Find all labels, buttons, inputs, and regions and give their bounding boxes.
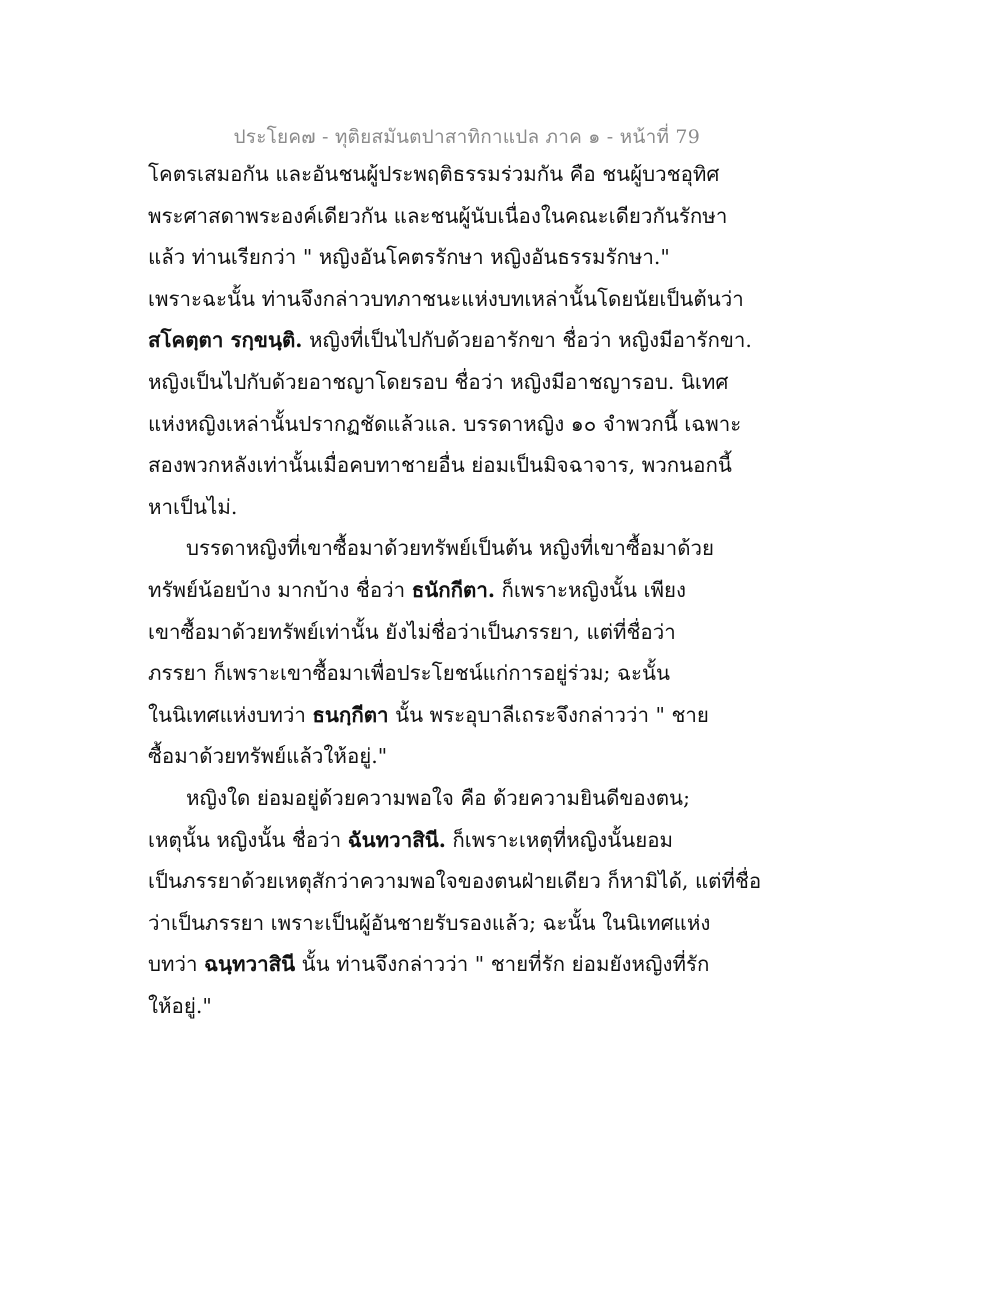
text-line xyxy=(148,154,720,196)
bold-term: สโคตฺตา รกฺขนฺติ. xyxy=(148,328,303,353)
bold-term: ฉนฺทวาสินี xyxy=(204,952,296,977)
text-segment: เหตุนั้น หญิงนั้น ชื่อว่า xyxy=(148,827,348,852)
text-segment: แห่งหญิงเหล่านั้นปรากฏชัดแล้วแล. บรรดาหญิง ๑๐ จำพวกนี้ เฉพาะ xyxy=(148,411,742,436)
text-segment: ในนิเทศแห่งบทว่า xyxy=(148,702,313,727)
text-segment: หญิงเป็นไปกับด้วยอาชญาโดยรอบ ชื่อว่า หญิงมีอาชญารอบ. นิเทศ xyxy=(148,369,729,394)
body-text xyxy=(148,154,762,1027)
text-line xyxy=(148,653,708,695)
text-segment: ว่าเป็นภรรยา เพราะเป็นผู้อันชายรับรองแล้ว; ฉะนั้น ในนิเทศแห่ง xyxy=(148,910,711,935)
text-segment: ก็เพราะเหตุที่หญิงนั้นยอม xyxy=(445,827,674,852)
text-line xyxy=(148,820,708,862)
text-segment: สองพวกหลังเท่านั้นเมื่อคบทาชายอื่น ย่อมเป็นมิจฉาจาร, พวกนอกนี้ xyxy=(148,453,732,478)
text-segment: โคตรเสมอกัน และอันชนผู้ประพฤติธรรมร่วมกัน คือ ชนผู้บวชอุทิศ xyxy=(148,162,720,186)
text-line xyxy=(148,445,732,487)
text-line xyxy=(148,861,762,903)
text-line xyxy=(148,362,729,404)
text-line xyxy=(148,778,708,820)
text-line xyxy=(148,570,708,612)
page-header: ประโยค๗ - ทุติยสมันตปาสาทิกาแปล ภาค ๑ - หน้าที่ 79 xyxy=(233,126,700,148)
text-segment: ทรัพย์น้อยบ้าง มากบ้าง ชื่อว่า xyxy=(148,577,412,602)
text-line xyxy=(148,612,708,654)
text-segment: เป็นภรรยาด้วยเหตุสักว่าความพอใจของตนฝ่ายเดียว ก็หามิได้, แต่ที่ชื่อ xyxy=(148,869,762,894)
text-line xyxy=(148,404,742,446)
text-line xyxy=(148,196,728,238)
bold-term: ธนักกีตา. xyxy=(411,577,495,602)
text-segment: หาเป็นไม่. xyxy=(148,494,238,519)
text-segment: บรรดาหญิงที่เขาซื้อมาด้วยทรัพย์เป็นต้น หญิงที่เขาซื้อมาด้วย xyxy=(186,536,715,561)
text-segment: เพราะฉะนั้น ท่านจึงกล่าวบทภาชนะแห่งบทเหล่านั้นโดยนัยเป็นต้นว่า xyxy=(148,286,744,311)
bold-term: ฉันทวาสินี. xyxy=(347,827,446,852)
text-line xyxy=(148,487,708,529)
text-segment: แล้ว ท่านเรียกว่า " หญิงอันโคตรรักษา หญิงอันธรรมรักษา." xyxy=(148,245,670,270)
text-line xyxy=(148,528,715,570)
text-segment: นั้น ท่านจึงกล่าวว่า " ชายที่รัก ย่อมยังหญิงที่รัก xyxy=(295,952,710,977)
text-line xyxy=(148,279,744,321)
bold-term: ธนกฺกีตา xyxy=(312,702,389,727)
text-segment: ภรรยา ก็เพราะเขาซื้อมาเพื่อประโยชน์แก่การอยู่ร่วม; ฉะนั้น xyxy=(148,661,670,686)
text-line xyxy=(148,986,708,1028)
text-line xyxy=(148,736,708,778)
text-segment: นั้น พระอุบาลีเถระจึงกล่าวว่า " ชาย xyxy=(388,702,709,727)
text-segment: หญิงใด ย่อมอยู่ด้วยความพอใจ คือ ด้วยความยินดีของตน; xyxy=(186,785,690,810)
text-line xyxy=(148,320,752,362)
text-segment: บทว่า xyxy=(148,952,205,977)
text-segment: ซื้อมาด้วยทรัพย์แล้วให้อยู่." xyxy=(148,744,388,769)
text-segment: ให้อยู่." xyxy=(148,993,212,1018)
text-segment: ก็เพราะหญิงนั้น เพียง xyxy=(495,577,687,602)
text-line xyxy=(148,237,708,279)
text-line xyxy=(148,903,711,945)
text-line xyxy=(148,944,708,986)
text-segment: เขาซื้อมาด้วยทรัพย์เท่านั้น ยังไม่ชื่อว่าเป็นภรรยา, แต่ที่ชื่อว่า xyxy=(148,619,676,644)
text-segment: หญิงที่เป็นไปกับด้วยอารักขา ชื่อว่า หญิงมีอารักขา. xyxy=(302,328,752,353)
text-segment: พระศาสดาพระองค์เดียวกัน และชนผู้นับเนื่องในคณะเดียวกันรักษา xyxy=(148,203,728,228)
text-line xyxy=(148,695,708,737)
